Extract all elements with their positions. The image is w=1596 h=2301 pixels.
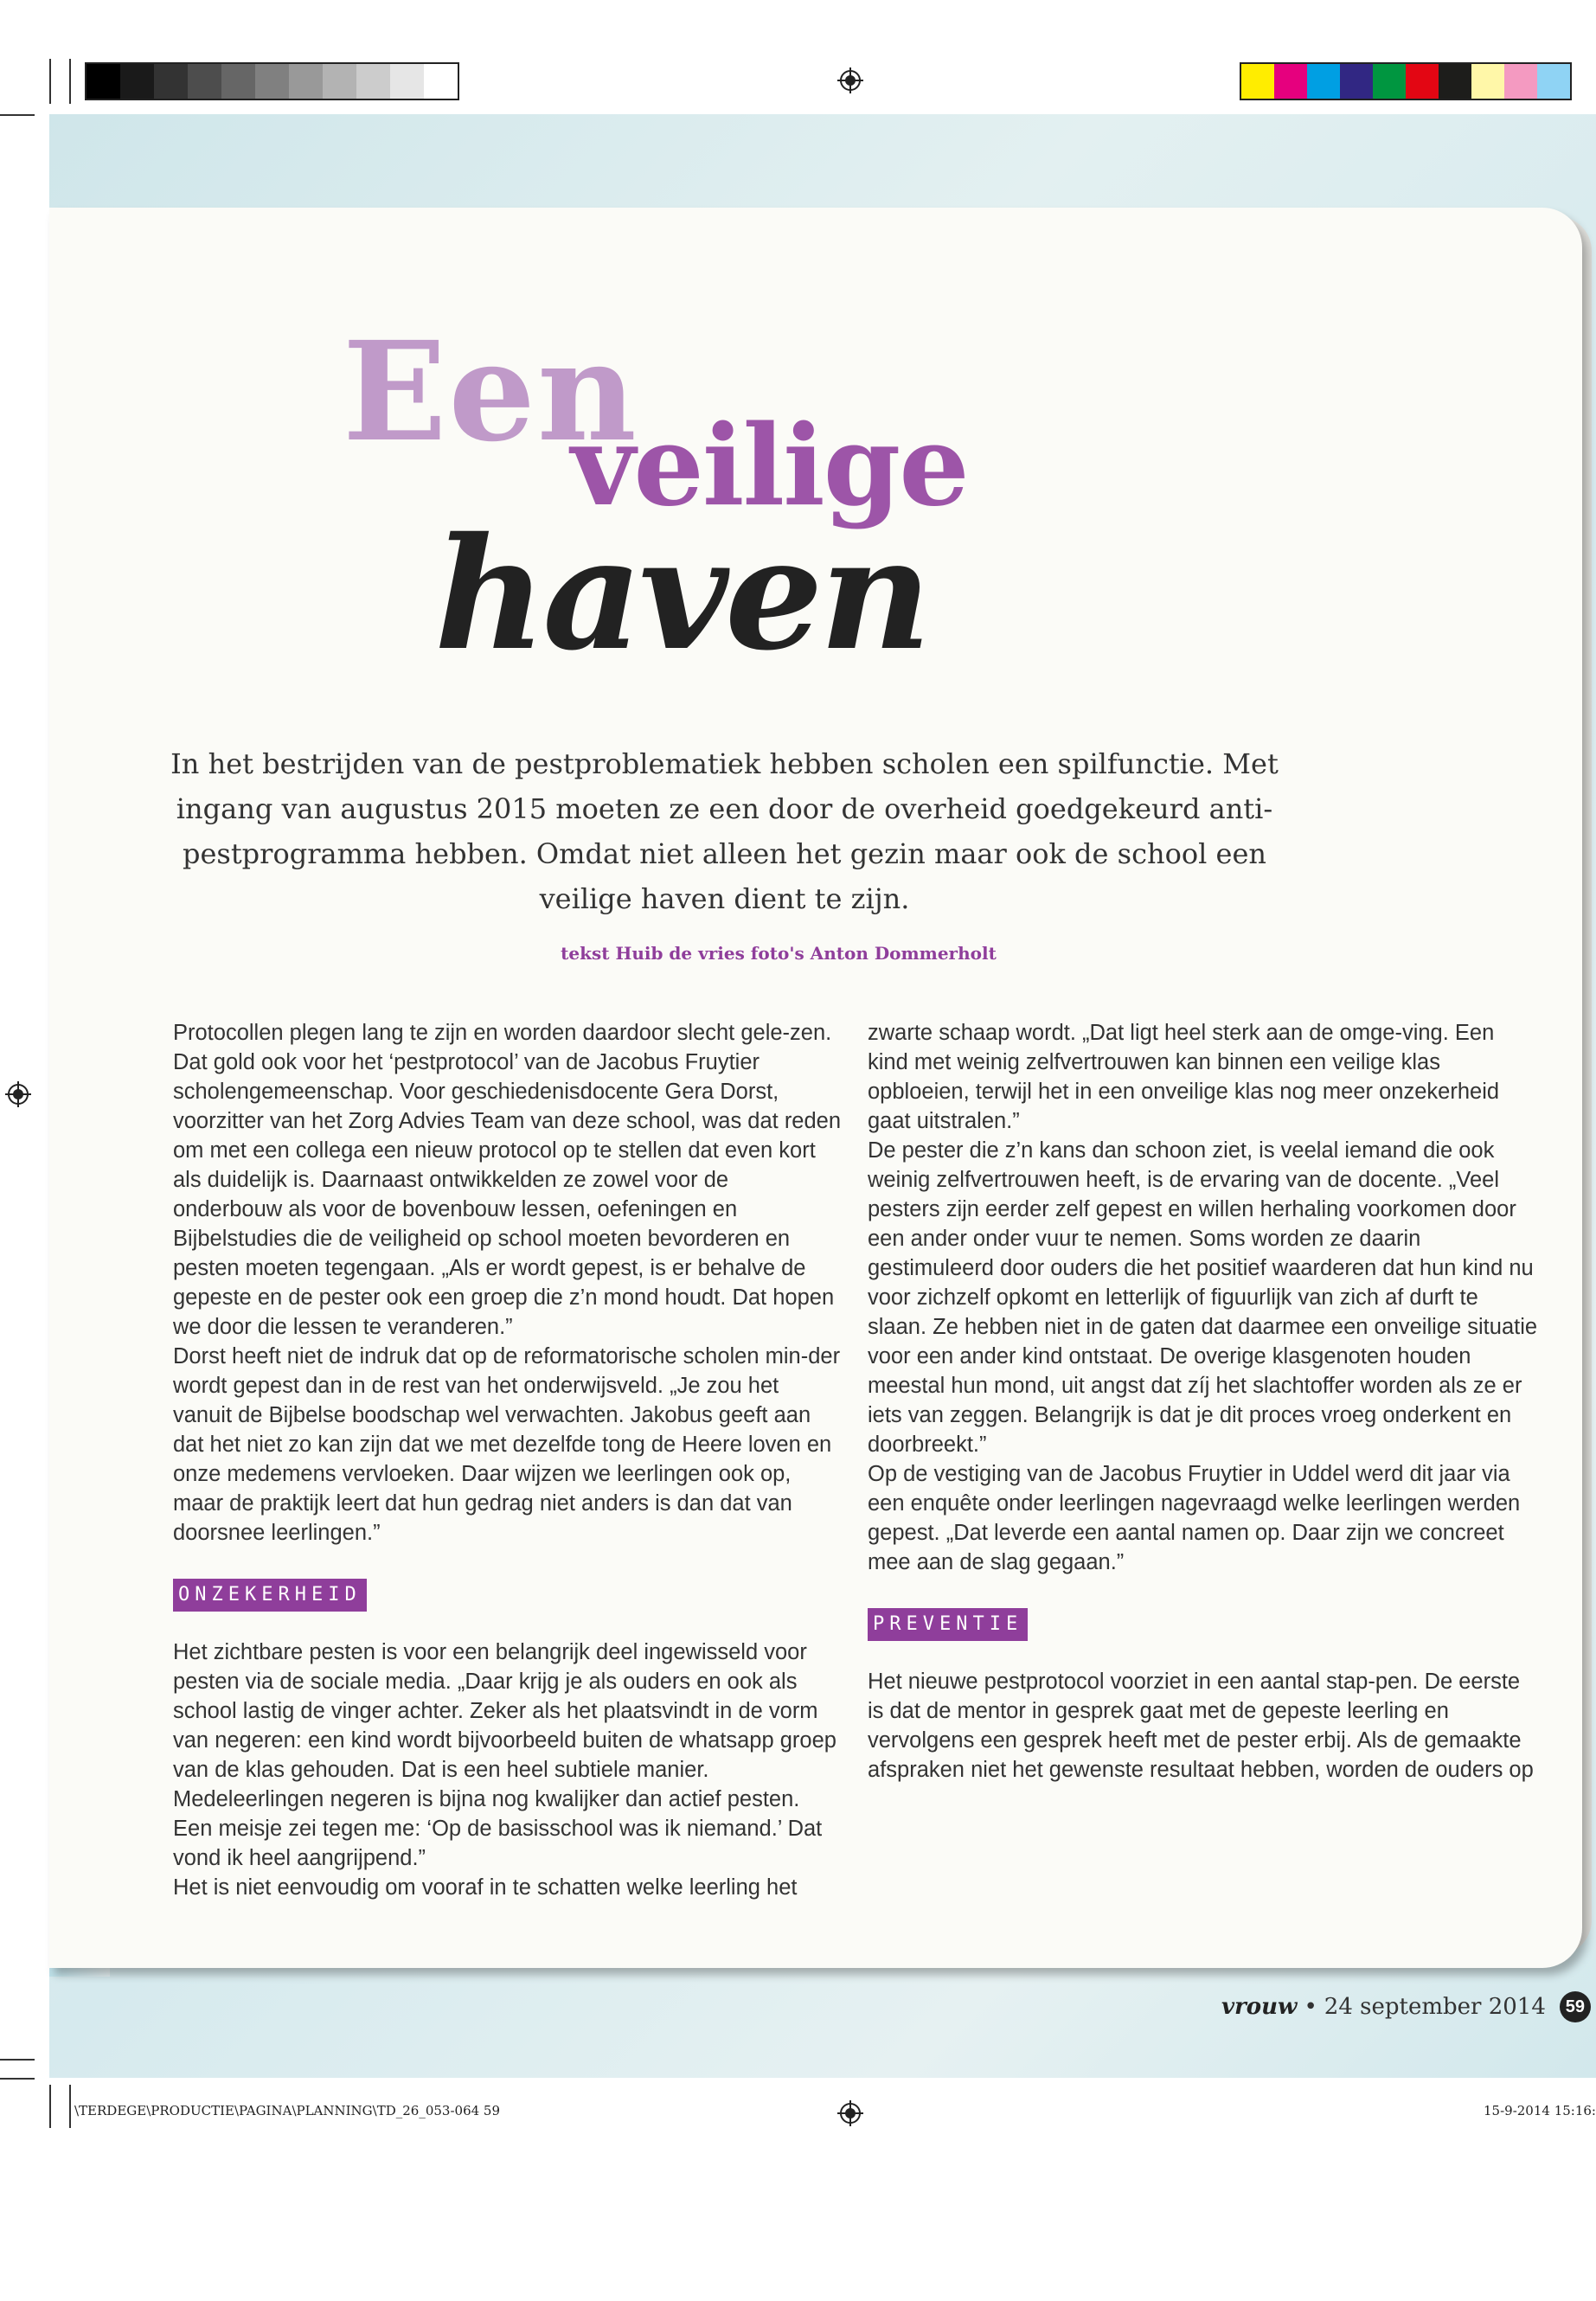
title-line-veilige: veilige	[571, 401, 968, 531]
article-column-left	[173, 1018, 843, 1902]
page-footer	[1221, 1991, 1591, 2022]
paragraph: zwarte schaap wordt. „Dat ligt heel sterk aan de omge-ving. Een kind met weinig zelfvertrouwen kan binnen een veilige klas opbloeien, terwijl het in een onveilige klas nog meer onzekerheid gaat uitstralen.”	[868, 1021, 1500, 1133]
registration-mark-icon	[837, 67, 863, 93]
paragraph: De pester die z’n kans dan schoon ziet, is veelal iemand die ook weinig zelfvertrouwen heeft, is de ervaring van de docente. „Veel pesters zijn eerder zelf gepest en willen herhaling voorkomen door een ander onder vuur te nemen. Soms worden ze daarin gestimuleerd door ouders die het positief waarderen dat hun kind nu voor zichzelf opkomt en letterlijk of figuurlijk van zich af durft te slaan. Ze hebben niet in de gaten dat daarmee een onveilige situatie voor een ander kind ontstaat. De overige klasgenoten houden meestal hun mond, uit angst dat zíj het slachtoffer worden als ze er iets van zeggen. Belangrijk is dat je dit proces vroeg onderkent en doorbreekt.”	[868, 1138, 1538, 1457]
crop-mark	[49, 2085, 51, 2128]
magazine-brand: vrouw	[1221, 1994, 1298, 2020]
crop-mark	[0, 2059, 35, 2061]
color-swatch	[1471, 64, 1504, 99]
crop-mark	[49, 59, 51, 104]
page-number: 59	[1560, 1991, 1591, 2022]
byline-credit: tekst Huib de vries foto's Anton Dommerholt	[561, 943, 997, 964]
grayscale-swatch	[87, 64, 120, 99]
grayscale-swatch	[289, 64, 323, 99]
crop-mark	[0, 114, 35, 116]
subheading-preventie: PREVENTIE	[868, 1608, 1028, 1641]
article-column-right	[868, 1018, 1538, 1785]
color-bar	[1240, 62, 1572, 100]
color-swatch	[1241, 64, 1274, 99]
paragraph: Het nieuwe pestprotocol voorziet in een aantal stap-pen. De eerste is dat de mentor in gesprek gaat met de gepeste leerling en vervolgens een gesprek heeft met de pester erbij. Als de gemaakte afspraken niet het gewenste resultaat hebben, worden de ouders op	[868, 1670, 1534, 1782]
grayscale-swatch	[424, 64, 458, 99]
subheading-onzekerheid: ONZEKERHEID	[173, 1579, 367, 1612]
paragraph: Het zichtbare pesten is voor een belangrijk deel ingewisseld voor pesten via de sociale media. „Daar krijg je als ouders en ook als school lastig de vinger achter. Zeker als het plaatsvindt in de vorm van negeren: een kind wordt bijvoorbeeld buiten de whatsapp groep van de klas gehouden. Dat is een heel subtiele manier. Medeleerlingen negeren is bijna nog kwalijker dan actief pesten. Een meisje zei tegen me: ‘Op de basisschool was ik niemand.’ Dat vond ik heel aangrijpend.”	[173, 1640, 836, 1870]
grayscale-swatch	[120, 64, 154, 99]
grayscale-swatch	[255, 64, 289, 99]
grayscale-swatch	[221, 64, 255, 99]
color-swatch	[1307, 64, 1340, 99]
issue-date: 24 september 2014	[1324, 1994, 1546, 2020]
color-swatch	[1340, 64, 1373, 99]
paragraph: Dorst heeft niet de indruk dat op de reformatorische scholen min-der wordt gepest dan in de rest van het onderwijsveld. „Je zou het vanuit de Bijbelse boodschap wel verwachten. Jakobus geeft aan dat het niet zo kan zijn dat we met dezelfde tong de Heere loven en onze medemens vervloeken. Daar wijzen we leerlingen ook op, maar de praktijk leert dat hun gedrag niet anders is dan dat van doorsnee leerlingen.”	[173, 1344, 841, 1545]
color-swatch	[1274, 64, 1307, 99]
grayscale-bar	[85, 62, 459, 100]
grayscale-swatch	[356, 64, 390, 99]
grayscale-swatch	[390, 64, 424, 99]
color-swatch	[1537, 64, 1570, 99]
paragraph: Protocollen plegen lang te zijn en worden daardoor slecht gele-zen. Dat gold ook voor het ‘pestprotocol’ van de Jacobus Fruytier scholengemeenschap. Voor geschiedenisdocente Gera Dorst, voorzitter van het Zorg Advies Team van deze school, was dat reden om met een collega een nieuw protocol op te stellen dat even kort als duidelijk is. Daarnaast ontwikkelden ze zowel voor de onderbouw als voor de bovenbouw lessen, oefeningen en Bijbelstudies die de veiligheid op school moeten bevorderen en pesten moeten tegengaan. „Als er wordt gepest, is er behalve de gepeste en de pester ook een groep die z’n mond houdt. Dat hopen we door die lessen te veranderen.”	[173, 1021, 842, 1339]
grayscale-swatch	[323, 64, 356, 99]
color-swatch	[1504, 64, 1537, 99]
grayscale-swatch	[154, 64, 188, 99]
crop-mark	[69, 59, 71, 104]
registration-mark-icon	[837, 2100, 863, 2126]
color-swatch	[1373, 64, 1406, 99]
slug-file-path: \TERDEGE\PRODUCTIE\PAGINA\PLANNING\TD_26_053-064 59	[74, 2103, 501, 2118]
crop-mark	[69, 2085, 71, 2128]
grayscale-swatch	[188, 64, 221, 99]
intro-paragraph: In het bestrijden van de pestproblematiek hebben scholen een spilfunctie. Met ingang van augustus 2015 moeten ze een door de overheid goedgekeurd anti-pestprogramma hebben. Omdat niet alleen het gezin maar ook de school een veilige haven dient te zijn.	[170, 747, 1279, 915]
registration-mark-icon	[5, 1081, 31, 1107]
paragraph: Het is niet eenvoudig om vooraf in te schatten welke leerling het	[173, 1875, 798, 1900]
title-line-haven: haven	[434, 503, 928, 684]
title-line-een: Een	[343, 312, 638, 472]
color-swatch	[1439, 64, 1471, 99]
slug-timestamp: 15-9-2014 15:16:	[1484, 2103, 1596, 2118]
color-swatch	[1406, 64, 1439, 99]
paragraph: Op de vestiging van de Jacobus Fruytier in Uddel werd dit jaar via een enquête onder leerlingen nagevraagd welke leerlingen werden gepest. „Dat leverde een aantal namen op. Daar zijn we concreet mee aan de slag gegaan.”	[868, 1462, 1521, 1574]
footer-separator: •	[1304, 1994, 1317, 2020]
crop-mark	[0, 2078, 35, 2080]
